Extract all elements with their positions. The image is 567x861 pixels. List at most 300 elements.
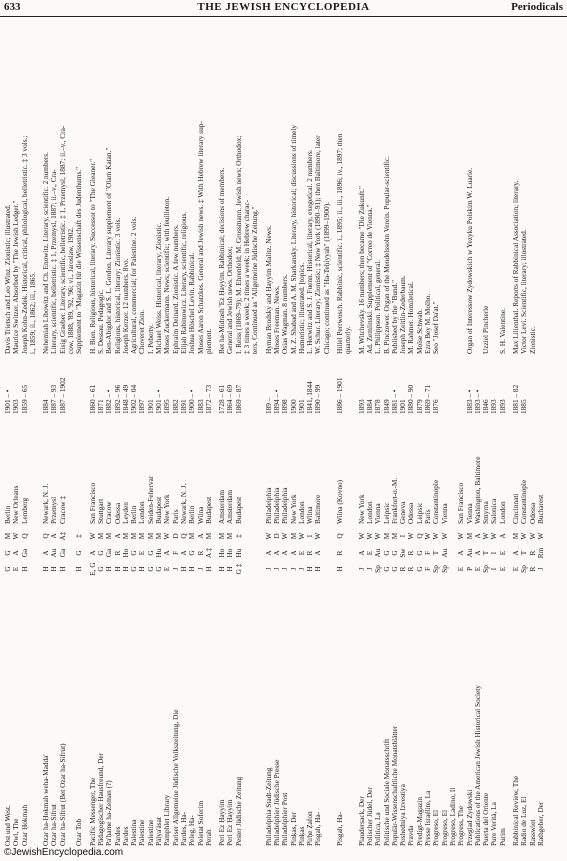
table-row (314, 18, 322, 846)
periodical-title: Poshedniya Izvestiya (398, 784, 408, 846)
place-of-publication: Philadelphia (280, 487, 290, 524)
table-row (273, 18, 281, 846)
publication-dates: 1869 – 71 (423, 384, 433, 414)
language-code: J (170, 567, 180, 571)
country-code: G (3, 550, 12, 556)
remarks: Ad. Zemlinski. Supplement of "Correo de Vienna." (364, 204, 374, 354)
table-row (251, 18, 259, 846)
language-code: J (535, 567, 545, 571)
remarks: General and Jewish news. Orthodox; (225, 246, 235, 354)
language-code: H (120, 566, 130, 572)
publication-dates: 1846 (481, 399, 491, 414)
country-code: G (389, 550, 399, 556)
language-code: J (364, 567, 374, 571)
language-code: G (381, 566, 391, 572)
periodical-title: Pirḥe Ẓafon (305, 811, 315, 846)
language-code: H (187, 566, 197, 572)
frequency-code: Q (41, 533, 51, 539)
country-code: Ga (104, 548, 114, 558)
place-of-publication: San Francisco (456, 482, 466, 524)
remarks: Elijah Rabinowicz. Literary, scientific, religious. (178, 211, 188, 354)
table-row (374, 18, 382, 846)
frequency-code: W (373, 532, 383, 540)
language-code: G (3, 566, 12, 572)
country-code: F (423, 550, 433, 556)
remarks: I. Peberty. (145, 324, 155, 354)
country-code: R (112, 550, 122, 556)
language-code: G ‡ (233, 563, 243, 575)
frequency-code: M (203, 532, 213, 540)
language-code: H (305, 566, 315, 572)
periodical-title: Ozar ha-Sifrut (Bet Ozar ha-Sifrut) (57, 743, 67, 846)
table-row (172, 18, 180, 846)
periodicals-table (2, 18, 565, 846)
remarks: Moses Zuckermann. News; scientific; with feuilleton. (162, 196, 172, 354)
remarks: plement. (203, 328, 213, 354)
periodical-title: Publications of the American Jewish Historical Society (472, 685, 482, 846)
language-code: H (104, 566, 114, 572)
remarks: Agricultural, commercial; for Palestine. 2 vols. (129, 216, 139, 354)
periodical-title: Pinḳas (296, 826, 306, 846)
periodical-title: Predigt-Magazin (414, 796, 424, 846)
language-code: F (423, 566, 433, 572)
country-code: T (481, 550, 491, 556)
remarks: M. Witchevsky. 16 numbers; then became "Die Zukunft." (356, 186, 366, 354)
remarks: Supplement to "Magazin für die Wissenschaft des Judenthums." (74, 166, 84, 354)
publication-dates: 1902 – 04 (129, 384, 139, 414)
country-code: R (527, 550, 537, 556)
periodical-title: Pacific Messenger, The (87, 777, 97, 846)
periodical-title: Ost und West. (3, 805, 12, 846)
periodical-title: Politica, La (373, 812, 383, 846)
place-of-publication: Odessa (112, 502, 122, 524)
periodical-title: Rasswiet (527, 819, 537, 846)
remarks: I. Reiss (1869–79); M. Ehrenfeld; M. Grossmann. Jewish news; Orthodox; (233, 135, 243, 354)
language-code: Sp (481, 565, 491, 573)
frequency-code: M (511, 532, 521, 540)
table-row (114, 18, 122, 846)
remarks: Ephraim Deinard. Zionistic. A few numbers. (170, 224, 180, 354)
frequency-code: M (120, 532, 130, 540)
publication-dates: 1848 – 49 (120, 384, 130, 414)
place-of-publication: New York (288, 494, 298, 524)
country-code: Ho (120, 548, 130, 558)
remarks: Seo "Josef Da'at." (431, 301, 441, 354)
country-code: A (271, 550, 281, 556)
periodical-title: Pinḳas, Der (288, 811, 298, 846)
periodical-title: Ozar Tob (74, 818, 84, 846)
remarks: Religious, historical, literary; Zionistic. 3 vols. (112, 217, 122, 354)
entry-group (336, 18, 353, 846)
frequency-code: W (11, 532, 21, 540)
remarks: Nehemiah Libowitz and Ch. Enowitz. Literary, scientific. 2 numbers. (41, 152, 51, 354)
periodical-title: Pravda (406, 825, 416, 846)
remarks: Organ of Interessow Zydowskich w Yezyku Polskim W. Luarie. (464, 167, 474, 354)
language-code: H (178, 566, 188, 572)
language-code: G (154, 566, 164, 572)
place-of-publication: Constantinople (519, 479, 529, 524)
periodical-title: Pisgah, Ha- (335, 811, 345, 846)
periodical-title: Pardes (112, 826, 122, 846)
publication-dates: 1887 – 1902 (57, 377, 67, 414)
remarks: quarterly. (343, 326, 353, 354)
place-of-publication: Vienna (439, 503, 449, 524)
publication-dates: 1893 (356, 399, 366, 414)
table-row (155, 18, 163, 846)
publication-dates: 1901 (296, 399, 306, 414)
remarks: Michael Weiss. Historical, literary; Zionistic. (154, 222, 164, 354)
frequency-code: M (3, 532, 12, 540)
remarks: H. Bien. Religious, historical, literary. Successor to "The Gleaner." (87, 158, 97, 354)
table-row (323, 18, 331, 846)
table-row (180, 18, 188, 846)
publication-dates: 1880 – 90 (406, 384, 416, 414)
place-of-publication: Lemberg (19, 497, 29, 524)
table-row (399, 18, 407, 846)
remarks: Moïse Schwab. (414, 309, 424, 354)
publication-dates: 1900 (288, 399, 298, 414)
publication-dates: 1876 (431, 399, 441, 414)
frequency-code: I (398, 534, 408, 538)
periodical-title: Progreso, Ladino, Il (447, 787, 457, 846)
table-row (21, 18, 29, 846)
language-code: I (489, 567, 499, 571)
frequency-code: Q (19, 533, 29, 539)
periodical-title: Pädagogischer Hausfreund, Der (95, 752, 105, 846)
language-code: G (389, 566, 399, 572)
language-code: J (288, 567, 298, 571)
table-row (122, 18, 130, 846)
publication-dates: 1869 – 87 (233, 384, 243, 414)
country-code: E (137, 550, 147, 556)
country-code: G (381, 550, 391, 556)
entry-group (218, 18, 259, 846)
publication-dates: 1871 (95, 399, 105, 414)
periodical-title: Radio de Luz, El (519, 796, 529, 846)
country-code: Sw (398, 548, 408, 558)
entry-group (265, 18, 331, 846)
language-code: R (398, 566, 408, 572)
country-code: T (431, 550, 441, 556)
place-of-publication: New Orleans (11, 485, 21, 524)
table-row (298, 18, 306, 846)
publication-dates: 1893 (489, 399, 499, 414)
frequency-code: Q (178, 533, 188, 539)
place-of-publication: Baltimore (313, 494, 323, 524)
publication-dates: 1903 (11, 399, 21, 414)
publication-dates: 1898 (280, 399, 290, 414)
country-code: A (511, 550, 521, 556)
publication-dates: 1864 – 69 (225, 384, 235, 414)
place-of-publication: Berlin (3, 505, 12, 524)
language-code: H (217, 566, 227, 572)
country-code: A (472, 550, 482, 556)
language-code: Sp (431, 565, 441, 573)
place-of-publication: Budapest (154, 496, 164, 524)
frequency-code: M (104, 532, 114, 540)
publication-dates: 1884 (41, 399, 51, 414)
periodical-title: Peletat Soferim (195, 800, 205, 846)
table-row (391, 18, 399, 846)
table-row (537, 18, 545, 846)
place-of-publication: Bucharest (535, 494, 545, 524)
table-row (197, 18, 205, 846)
table-row (344, 18, 352, 846)
country-code: R (195, 550, 205, 556)
table-row (59, 18, 67, 846)
language-code: E (497, 566, 507, 572)
table-row (441, 18, 449, 846)
frequency-code: W (364, 532, 374, 540)
language-code: Sp (439, 565, 449, 573)
frequency-code: W (162, 532, 172, 540)
frequency-code: W (296, 532, 306, 540)
frequency-code: M (145, 532, 155, 540)
table-row (42, 18, 50, 846)
remarks: ters. Continued as "Allgemeine Jüdische Zeitung." (250, 206, 260, 354)
language-code: G (414, 566, 424, 572)
publication-dates: 1879 (414, 399, 424, 414)
country-code: A (280, 550, 290, 556)
remarks: Uzziel Pincherle (481, 305, 491, 354)
frequency-code: M (187, 532, 197, 540)
frequency-code: W (431, 532, 441, 540)
frequency-code: W (313, 532, 323, 540)
table-row (75, 18, 83, 846)
country-code: Hu (154, 548, 164, 558)
periodical-title: Progreso, El (431, 809, 441, 846)
language-code: H (313, 566, 323, 572)
remarks: S. Dessau. Pedagogic. (95, 289, 105, 354)
periodical-title: Populär-Wissenschaftliche Monatsblätter (389, 725, 399, 846)
remarks: Ben-Abigdor and S. L. Gordon. Literary supplement of "Olam Katan." (104, 147, 114, 354)
publication-dates: 1882 – • (104, 389, 114, 414)
language-code: J (271, 567, 281, 571)
table-row (457, 18, 465, 846)
country-code: A (41, 550, 51, 556)
country-code: F (170, 550, 180, 556)
language-code: J (280, 567, 290, 571)
table-row (499, 18, 507, 846)
place-of-publication: Budapest (203, 496, 213, 524)
table-row (424, 18, 432, 846)
publication-dates: 1893 (497, 399, 507, 414)
publication-dates: 1892 – 96 (112, 384, 122, 414)
place-of-publication: Philadelphia (263, 487, 273, 524)
place-of-publication: Cracow ‡ (57, 495, 67, 524)
table-row (243, 18, 251, 846)
table-row (449, 18, 457, 846)
place-of-publication: Berlin (129, 505, 139, 524)
remarks: Davis Trietsch and Leo Winz. Zionistic; illustrated. (3, 204, 12, 354)
page-number: 633 (4, 1, 21, 13)
publication-dates: 1883 – • (464, 389, 474, 414)
publication-dates: 1893 – • (472, 389, 482, 414)
frequency-code: D (271, 533, 281, 539)
place-of-publication: Washington, Baltimore (472, 456, 482, 524)
table-row (147, 18, 155, 846)
place-of-publication: Wilna (305, 506, 315, 524)
table-row (407, 18, 415, 846)
table-row (105, 18, 113, 846)
frequency-code: W (87, 532, 97, 540)
place-of-publication: London (497, 501, 507, 524)
country-code: G (145, 550, 155, 556)
remarks: B. Pinczower. Organ of the Mendelssohn Verein. Popular-scientific. (381, 156, 391, 354)
frequency-code: M (95, 532, 105, 540)
place-of-publication: Vienna (373, 503, 383, 524)
publication-dates: 1860 – 61 (87, 384, 97, 414)
frequency-code: M (288, 532, 298, 540)
place-of-publication: Leipsic (381, 502, 391, 524)
remarks: Hyman Brodsky and Ḥayyim Malitz. News. (263, 225, 273, 354)
publication-dates: 1728 – 61 (217, 384, 227, 414)
country-code: Au (464, 548, 474, 558)
language-code: H (112, 566, 122, 572)
periodical-title: Rabbinical Review, The (511, 775, 521, 846)
periodical-title: Pardes (120, 826, 130, 846)
remarks: L. Philippson. Political, general. (373, 259, 383, 354)
country-code: A ‡ (203, 547, 213, 559)
place-of-publication: Przemysl (49, 496, 59, 524)
publication-dates: 1901 (145, 399, 155, 414)
periodical-title: Perah (203, 829, 213, 846)
frequency-code: M (464, 532, 474, 540)
place-of-publication: Budapest (233, 496, 243, 524)
frequency-code: W (489, 532, 499, 540)
periodical-title: Rathgeber, Der (535, 801, 545, 846)
table-row (358, 18, 366, 846)
remarks: Victor Levi. Scientific, literary; illustrated. (519, 229, 529, 354)
place-of-publication: Amsterdam (225, 489, 235, 524)
periodical-title: Progreso, El (439, 809, 449, 846)
frequency-code: ‡ (74, 534, 84, 538)
remarks: Ezra Bey M. Molho. (423, 293, 433, 354)
publication-dates: 1894 – • (271, 389, 281, 414)
remarks: L. Horwitz and S. J. Fuenn. Historical, literary, exegetical. 2 numbers. (305, 149, 315, 354)
publication-dates: 189 – (263, 397, 273, 414)
place-of-publication: Wilna (195, 506, 205, 524)
table-row (383, 18, 391, 846)
publication-dates: 1859 – 65 (19, 384, 29, 414)
language-code: P (464, 566, 474, 572)
frequency-code: M (137, 532, 147, 540)
frequency-code: W (481, 532, 491, 540)
periodical-title: Philadelphier Jüdische Presse (271, 759, 281, 846)
publication-dates: 1901 (398, 399, 408, 414)
place-of-publication: Salonica (489, 498, 499, 524)
language-code: G (145, 566, 155, 572)
place-of-publication: Philadelphia (271, 487, 281, 524)
place-of-publication: Constantinople (431, 479, 441, 524)
country-code: Au (439, 548, 449, 558)
country-code: A (178, 550, 188, 556)
language-code: J (296, 567, 306, 571)
frequency-code: A (497, 533, 507, 539)
remarks: ‡ 3 times a week; 2 times a week; in Hebrew charac- (242, 199, 252, 354)
periodical-title: Pariser Allgemeine Jüdische Volkszeitung, Die (170, 709, 180, 846)
language-code: R (406, 566, 416, 572)
periodical-title: Pure Verità, La (489, 802, 499, 846)
section-label: Periodicals (511, 1, 563, 13)
frequency-code: Q (335, 533, 345, 539)
periodical-title: Puerta del Oriente (481, 792, 491, 846)
remarks: Moses Aaron Schatzkes. General and Jewish news. ‡ With Hebrew literary sup- (195, 121, 205, 354)
table-row (416, 18, 424, 846)
periodical-title: Ozar Ḥokmah (19, 804, 29, 846)
publication-dates: 1901 – • (3, 389, 12, 414)
table-row (336, 18, 344, 846)
periodical-title: Philadelphia Stadt-Zeitung (263, 767, 273, 846)
frequency-code: A (195, 533, 205, 539)
frequency-code: Q (414, 533, 424, 539)
place-of-publication: Leipsic (414, 502, 424, 524)
page-header (0, 0, 567, 17)
frequency-code: W (519, 532, 529, 540)
place-of-publication: Leyden (120, 502, 130, 524)
place-of-publication: Paris (423, 509, 433, 524)
place-of-publication: San Francisco (87, 482, 97, 524)
language-code: J (195, 567, 205, 571)
country-code: Au (49, 548, 59, 558)
language-code: H (203, 566, 213, 572)
language-code: E (511, 566, 521, 572)
frequency-code: W (439, 532, 449, 540)
table-row (89, 18, 97, 846)
entry-group (89, 18, 213, 846)
remarks: Osias Wagman. 8 numbers. (280, 274, 290, 354)
table-row (512, 18, 520, 846)
remarks: Joseph Kohn-Zedek. Historical, critical, philological, belletristic. ‡ 3 vols.; (19, 135, 29, 354)
entry-group (4, 18, 37, 846)
place-of-publication: London (364, 501, 374, 524)
country-code: G (187, 550, 197, 556)
country-code: G (95, 550, 105, 556)
periodical-title: Palestina (129, 819, 139, 846)
place-of-publication: Geneva (398, 501, 408, 524)
country-code: A (456, 550, 466, 556)
place-of-publication: London (137, 501, 147, 524)
place-of-publication: Odessa (527, 502, 537, 524)
language-code: G (129, 566, 139, 572)
remarks: Joshua Höschel Levin. Rabbinical. (187, 252, 197, 354)
publication-dates: 1887 – 93 (49, 384, 59, 414)
frequency-code: M (129, 532, 139, 540)
place-of-publication: Seiden-Fehervar (145, 475, 155, 524)
remarks: Literary, scientific, belletristic. ‡ 1, Przemysl, 1887; ii.–v., Cra- (49, 169, 59, 354)
table-row (432, 18, 440, 846)
remarks: i., 1859; ii., 1862; iii., 1865. (27, 272, 37, 354)
language-code: H (335, 566, 345, 572)
language-code: H (41, 566, 51, 572)
table-row (265, 18, 273, 846)
country-code: I (489, 551, 499, 555)
entry-group (358, 18, 507, 846)
country-code: Ho (217, 548, 227, 558)
periodical-title: Palestine (137, 819, 147, 846)
table-row (29, 18, 37, 846)
publication-dates: 1883 (195, 399, 205, 414)
language-code: Sp (373, 565, 383, 573)
entry-group (512, 18, 545, 846)
table-row (97, 18, 105, 846)
publication-dates: 1841, 1844 (305, 381, 315, 414)
language-code: G (95, 566, 105, 572)
table-row (366, 18, 374, 846)
running-title: THE JEWISH ENCYCLOPEDIA (197, 1, 370, 13)
table-row (205, 18, 213, 846)
language-code: J (356, 567, 366, 571)
